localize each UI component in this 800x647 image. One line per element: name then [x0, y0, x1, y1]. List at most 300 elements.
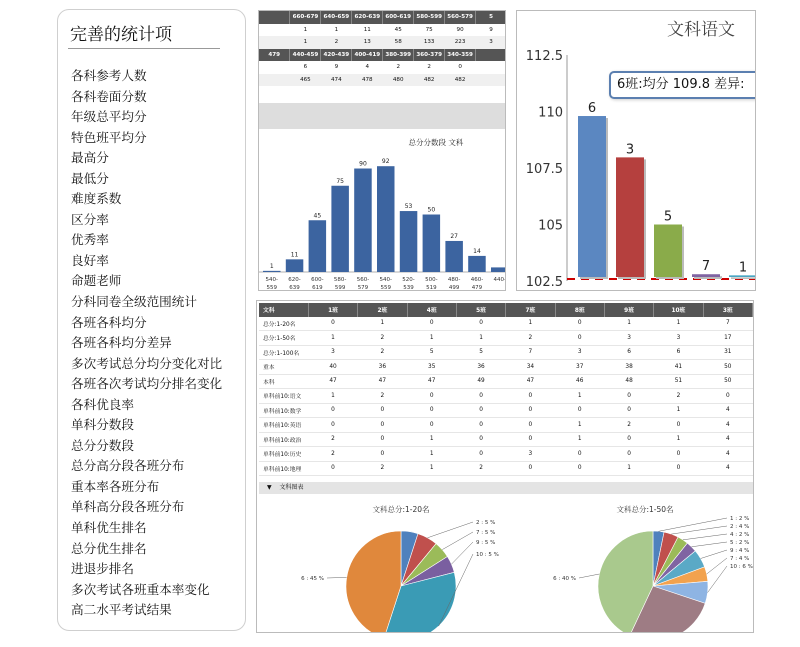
table-cell: 9 — [321, 61, 352, 74]
table-row — [259, 403, 753, 418]
table-cell: 7班 — [506, 303, 555, 317]
table-cell: 90 — [445, 24, 476, 37]
feature-item: 命题老师 — [71, 273, 122, 289]
bar-value-label: 50 — [427, 206, 436, 214]
bar — [468, 256, 486, 272]
table-cell: 11 — [352, 24, 383, 37]
table-cell: 0 — [604, 432, 653, 447]
feature-item: 最高分 — [71, 150, 109, 166]
table-cell: 3班 — [703, 303, 752, 317]
table-row — [259, 447, 753, 462]
feature-item: 各班各次考试均分排名变化 — [71, 376, 223, 392]
table-cell: 0 — [358, 432, 407, 447]
feature-item: 单科高分段各班分布 — [71, 499, 185, 515]
bar — [491, 267, 506, 272]
table-cell: 1班 — [308, 303, 357, 317]
pie-title: 文科总分:1-20名 — [372, 505, 430, 514]
table-row — [259, 360, 753, 375]
category-label: 539 — [403, 285, 414, 291]
table-row — [259, 345, 753, 360]
table-cell: 1 — [604, 461, 653, 476]
table-cell: 1 — [358, 317, 407, 331]
table-cell: 3 — [654, 331, 703, 346]
table-cell: 58 — [383, 36, 414, 49]
bar — [309, 220, 327, 272]
category-label: 560- — [356, 277, 370, 283]
table-cell: 46 — [555, 374, 604, 389]
table-cell — [476, 74, 506, 87]
table-cell: 单科前10:地理 — [259, 461, 308, 476]
pie-leader-line — [692, 542, 727, 547]
table-cell: 1 — [555, 389, 604, 404]
table-cell: 50 — [703, 374, 752, 389]
table-row — [259, 432, 753, 447]
table-cell: 465 — [290, 74, 321, 87]
bar-class-label: 7 — [701, 259, 711, 275]
bar-value-label: 14 — [473, 247, 481, 255]
table-cell: 5 — [476, 11, 506, 24]
table-cell: 640-659 — [321, 11, 352, 24]
table-cell: 总分:1-20名 — [259, 317, 308, 331]
bar — [445, 241, 463, 272]
table-cell — [476, 49, 506, 62]
chart-title: 文科语文 — [667, 20, 735, 40]
table-cell: 47 — [506, 374, 555, 389]
feature-item: 良好率 — [71, 252, 109, 268]
pie-leader-line — [707, 558, 727, 574]
table-cell: 50 — [703, 360, 752, 375]
table-cell: 580-599 — [414, 11, 445, 24]
table-cell: 223 — [445, 36, 476, 49]
table-cell: 0 — [308, 461, 357, 476]
table-cell: 3 — [555, 345, 604, 360]
table-cell — [259, 74, 290, 87]
score-range-table — [259, 11, 506, 86]
table-cell: 0 — [506, 418, 555, 433]
table-cell: 47 — [308, 374, 357, 389]
bar-class-label: 1 — [738, 260, 748, 276]
table-cell: 17 — [703, 331, 752, 346]
table-cell — [259, 36, 290, 49]
table-cell: 4班 — [407, 303, 456, 317]
category-label: 519 — [426, 285, 437, 291]
pie-leader-line — [708, 566, 727, 592]
table-cell: 1 — [290, 36, 321, 49]
bar — [616, 157, 644, 277]
bar-value-label: 45 — [313, 212, 322, 220]
table-cell: 0 — [555, 403, 604, 418]
table-cell: 5 — [407, 345, 456, 360]
table-cell: 0 — [407, 389, 456, 404]
table-cell: 0 — [308, 403, 357, 418]
feature-list-panel — [57, 9, 246, 631]
table-cell: 2 — [358, 331, 407, 346]
category-label: 460- — [470, 277, 484, 283]
table-cell: 0 — [407, 317, 456, 331]
table-cell: 47 — [407, 374, 456, 389]
table-cell: 0 — [358, 447, 407, 462]
table-cell: 6 — [654, 345, 703, 360]
bar-value-label: 1 — [269, 262, 274, 270]
pie-leader-line — [327, 577, 347, 578]
table-cell: 133 — [414, 36, 445, 49]
category-label: 559 — [380, 285, 391, 291]
table-cell — [476, 61, 506, 74]
table-cell: 6 — [290, 61, 321, 74]
table-cell: 620-639 — [352, 11, 383, 24]
table-cell: 36 — [456, 360, 505, 375]
table-cell: 1 — [604, 317, 653, 331]
pie-slice-label: 5 : 2 % — [730, 540, 750, 546]
table-row — [259, 389, 753, 404]
feature-item: 各科参考人数 — [71, 68, 147, 83]
table-cell: 7 — [506, 345, 555, 360]
pie-slice-label: 6 : 40 % — [553, 576, 576, 582]
table-cell: 2 — [383, 61, 414, 74]
table-cell: 0 — [407, 403, 456, 418]
table-cell — [259, 24, 290, 37]
table-cell: 单科前10:政治 — [259, 432, 308, 447]
feature-item: 总分高分段各班分布 — [71, 458, 185, 474]
table-cell: 9班 — [604, 303, 653, 317]
bar — [654, 225, 682, 278]
category-label: 480- — [447, 277, 461, 283]
score-distribution-window — [258, 10, 506, 291]
feature-item: 优秀率 — [71, 232, 109, 248]
table-cell: 0 — [456, 403, 505, 418]
table-cell — [259, 61, 290, 74]
pie-slice-label: 10 : 5 % — [476, 552, 499, 558]
table-cell: 总分:1-100名 — [259, 345, 308, 360]
table-cell: 0 — [358, 418, 407, 433]
table-cell: 4 — [703, 461, 752, 476]
pie-leader-line — [659, 518, 727, 531]
title-divider — [68, 48, 220, 49]
feature-item: 难度系数 — [71, 191, 122, 207]
table-cell: 13 — [352, 36, 383, 49]
table-cell: 文科 — [259, 303, 308, 317]
table-cell: 2 — [654, 389, 703, 404]
feature-item: 各班各科均分 — [71, 314, 147, 330]
bar-class-label: 6 — [587, 101, 597, 117]
table-cell: 40 — [308, 360, 357, 375]
feature-item: 多次考试总分均分变化对比 — [71, 355, 223, 371]
table-cell: 3 — [506, 447, 555, 462]
table-cell: 474 — [321, 74, 352, 87]
table-cell: 1 — [308, 389, 357, 404]
table-cell: 3 — [476, 36, 506, 49]
table-cell: 479 — [259, 49, 290, 62]
category-label: 599 — [334, 285, 346, 291]
table-cell: 1 — [407, 447, 456, 462]
table-cell: 0 — [456, 389, 505, 404]
feature-item: 特色班平均分 — [71, 129, 147, 145]
table-cell: 3 — [604, 331, 653, 346]
feature-item: 年级总平均分 — [71, 109, 147, 125]
bar — [331, 186, 349, 272]
category-label: 639 — [289, 285, 300, 291]
feature-item: 多次考试各班重本率变化 — [71, 581, 210, 597]
bar — [729, 275, 756, 277]
pie-slice-label: 2 : 4 % — [730, 524, 750, 530]
bar-value-label: 92 — [381, 158, 390, 166]
bar-value-label: 75 — [336, 177, 344, 185]
table-cell: 3 — [308, 345, 357, 360]
top-students-table — [259, 303, 753, 476]
table-cell: 37 — [555, 360, 604, 375]
feature-item: 各班各科均分差异 — [71, 335, 172, 351]
table-cell: 单科前10:数学 — [259, 403, 308, 418]
bar — [354, 169, 372, 273]
table-cell: 0 — [308, 418, 357, 433]
table-cell: 0 — [358, 403, 407, 418]
panel-title: 完善的统计项 — [70, 25, 172, 45]
category-label: 500- — [425, 277, 438, 283]
feature-item: 重本率各班分布 — [71, 478, 160, 494]
table-cell: 0 — [456, 447, 505, 462]
pie-slice-label: 9 : 5 % — [476, 540, 496, 546]
table-cell: 4 — [703, 418, 752, 433]
pie-slice-label: 1 : 2 % — [730, 516, 750, 522]
table-cell: 31 — [703, 345, 752, 360]
table-cell: 0 — [654, 418, 703, 433]
table-cell: 8班 — [555, 303, 604, 317]
table-cell: 1 — [407, 461, 456, 476]
table-cell: 600-619 — [383, 11, 414, 24]
table-cell: 560-579 — [445, 11, 476, 24]
table-cell: 0 — [456, 418, 505, 433]
bar-class-label: 5 — [663, 209, 673, 225]
table-cell: 4 — [703, 403, 752, 418]
category-label: 579 — [357, 285, 369, 291]
top-students-window — [256, 300, 754, 633]
feature-item: 区分率 — [71, 211, 109, 227]
y-tick-label: 102.5 — [525, 275, 563, 290]
table-cell: 4 — [703, 447, 752, 462]
table-cell: 34 — [506, 360, 555, 375]
category-label: 559 — [266, 285, 277, 291]
table-cell: 2 — [308, 447, 357, 462]
top-students-pie-charts — [257, 494, 754, 633]
table-cell: 0 — [555, 317, 604, 331]
feature-item: 各科优良率 — [71, 396, 134, 412]
table-cell: 75 — [414, 24, 445, 37]
table-row — [259, 317, 753, 331]
table-cell: 单科前10:历史 — [259, 447, 308, 462]
bar-value-label: 11 — [290, 251, 299, 259]
table-row — [259, 374, 753, 389]
table-cell: 2 — [308, 432, 357, 447]
category-label: 600- — [311, 277, 324, 283]
table-cell: 7 — [703, 317, 752, 331]
table-cell: 400-419 — [352, 49, 383, 62]
table-cell: 2 — [414, 61, 445, 74]
table-cell: 2 — [604, 418, 653, 433]
table-cell: 360-379 — [414, 49, 445, 62]
table-cell: 0 — [555, 331, 604, 346]
table-cell: 420-439 — [321, 49, 352, 62]
y-tick-label: 110 — [538, 105, 563, 121]
chart-title: 总分分数段 文科 — [408, 138, 464, 147]
category-label: 540- — [379, 277, 392, 283]
category-label: 620- — [288, 277, 301, 283]
table-cell: 49 — [456, 374, 505, 389]
category-label: 619 — [312, 285, 323, 291]
table-cell: 0 — [445, 61, 476, 74]
bar — [286, 259, 304, 272]
feature-item: 进退步排名 — [71, 561, 134, 577]
feature-item: 分科同卷全级范围统计 — [71, 294, 197, 310]
category-label: 499 — [448, 285, 460, 291]
table-cell: 478 — [352, 74, 383, 87]
table-cell: 5 — [456, 345, 505, 360]
table-cell: 36 — [358, 360, 407, 375]
table-cell: 6 — [604, 345, 653, 360]
category-label: 479 — [471, 285, 483, 291]
table-cell: 47 — [358, 374, 407, 389]
table-cell: 0 — [555, 461, 604, 476]
table-cell: 1 — [654, 432, 703, 447]
class-average-chart — [517, 11, 756, 291]
table-cell: 0 — [604, 403, 653, 418]
section-bar — [259, 103, 506, 129]
pie-leader-line — [579, 574, 599, 578]
bar-shadow — [731, 277, 756, 279]
table-cell: 4 — [703, 432, 752, 447]
bar — [400, 211, 418, 272]
table-cell: 35 — [407, 360, 456, 375]
table-cell: 1 — [506, 317, 555, 331]
collapse-triangle-icon[interactable]: ▼ — [267, 484, 272, 491]
bar — [263, 271, 281, 272]
section-label: 文科图表 — [279, 484, 304, 491]
pie-slice-label: 2 : 5 % — [476, 520, 496, 526]
bar — [423, 215, 441, 273]
table-cell: 1 — [654, 317, 703, 331]
table-cell: 1 — [555, 418, 604, 433]
table-cell: 0 — [604, 389, 653, 404]
bar-value-label: 27 — [450, 232, 458, 240]
table-cell: 0 — [456, 317, 505, 331]
table-cell: 2 — [321, 36, 352, 49]
chart-tooltip: 6班:均分 109.8 差异: — [609, 71, 756, 99]
table-cell: 本科 — [259, 374, 308, 389]
table-cell: 单科前10:语文 — [259, 389, 308, 404]
feature-item: 单科分数段 — [71, 417, 134, 433]
table-cell: 45 — [383, 24, 414, 37]
table-cell: 0 — [456, 432, 505, 447]
table-row — [259, 461, 753, 476]
y-tick-label: 107.5 — [525, 162, 563, 177]
table-cell: 340-359 — [445, 49, 476, 62]
category-label: 520- — [402, 277, 415, 283]
class-average-window — [516, 10, 756, 291]
table-row — [259, 418, 753, 433]
bar-value-label: 90 — [359, 160, 367, 168]
table-cell — [259, 11, 290, 24]
feature-item: 单科优生排名 — [71, 520, 147, 536]
feature-list — [71, 66, 222, 621]
table-cell: 2 — [358, 461, 407, 476]
pie-leader-line — [701, 550, 727, 559]
table-cell: 0 — [506, 403, 555, 418]
pie-slice-label: 4 : 2 % — [730, 532, 750, 538]
table-cell: 51 — [654, 374, 703, 389]
table-cell: 重本 — [259, 360, 308, 375]
table-cell: 660-679 — [290, 11, 321, 24]
feature-item: 总分分数段 — [71, 437, 134, 453]
table-cell: 4 — [352, 61, 383, 74]
table-row — [259, 331, 753, 346]
table-cell: 0 — [654, 461, 703, 476]
feature-item: 各科卷面分数 — [71, 88, 147, 104]
feature-item: 最低分 — [71, 170, 109, 186]
table-cell: 0 — [555, 447, 604, 462]
feature-item: 总分优生排名 — [71, 540, 147, 556]
table-cell: 0 — [407, 418, 456, 433]
pie-slice-label: 9 : 4 % — [730, 548, 750, 554]
table-cell: 2 — [358, 345, 407, 360]
table-cell: 1 — [290, 24, 321, 37]
pie-leader-line — [427, 522, 473, 538]
pie-title: 文科总分:1-50名 — [616, 505, 674, 514]
bar — [377, 166, 395, 272]
chart-section-header[interactable] — [259, 482, 753, 494]
table-cell: 1 — [654, 403, 703, 418]
table-cell: 2 — [506, 331, 555, 346]
table-cell: 0 — [654, 447, 703, 462]
table-cell: 0 — [506, 389, 555, 404]
table-cell: 2 — [358, 389, 407, 404]
y-tick-label: 105 — [538, 218, 563, 234]
table-cell: 1 — [407, 432, 456, 447]
table-cell: 0 — [506, 432, 555, 447]
pie-slice-label: 7 : 5 % — [476, 530, 496, 536]
pie-slice-label: 10 : 6 % — [730, 564, 753, 570]
table-cell: 380-399 — [383, 49, 414, 62]
table-cell: 10班 — [654, 303, 703, 317]
bar-class-label: 3 — [625, 142, 635, 158]
pie-slice-label: 7 : 4 % — [730, 556, 750, 562]
category-label: 540- — [265, 277, 278, 283]
table-cell: 1 — [456, 331, 505, 346]
bar-value-label: 53 — [404, 203, 413, 211]
table-cell: 总分:1-50名 — [259, 331, 308, 346]
table-cell: 9 — [476, 24, 506, 37]
bar — [692, 274, 720, 277]
table-cell: 482 — [445, 74, 476, 87]
table-cell: 41 — [654, 360, 703, 375]
pie-slice-label: 6 : 45 % — [301, 576, 324, 582]
table-cell: 2班 — [358, 303, 407, 317]
table-cell: 1 — [407, 331, 456, 346]
table-cell: 1 — [308, 331, 357, 346]
table-cell: 38 — [604, 360, 653, 375]
table-cell: 0 — [703, 389, 752, 404]
score-distribution-chart — [259, 129, 506, 291]
table-cell: 482 — [414, 74, 445, 87]
table-cell: 0 — [604, 447, 653, 462]
table-cell: 0 — [308, 317, 357, 331]
y-tick-label: 112.5 — [525, 49, 563, 64]
pie-leader-line — [683, 534, 727, 540]
feature-item: 高二水平考试结果 — [71, 602, 172, 618]
table-cell: 1 — [321, 24, 352, 37]
table-cell: 5班 — [456, 303, 505, 317]
table-cell: 480 — [383, 74, 414, 87]
category-label: 580- — [333, 277, 347, 283]
category-label: 440- — [493, 277, 506, 283]
